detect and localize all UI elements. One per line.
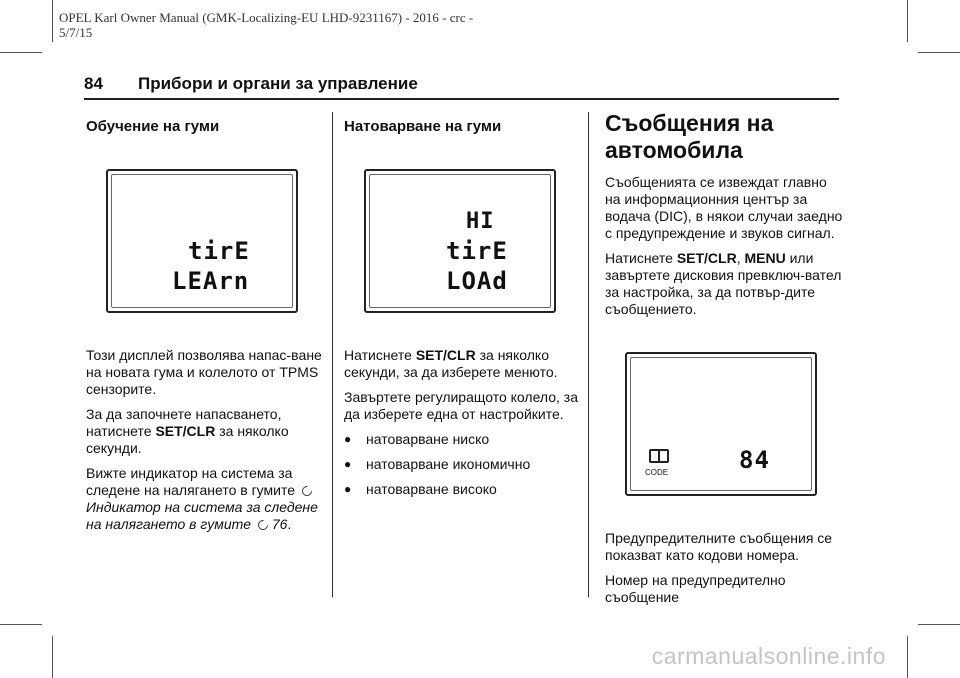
bullet-glyph: ● — [344, 482, 352, 496]
code-value: 84 — [739, 446, 770, 474]
crop-mark — [907, 0, 908, 42]
document-meta — [59, 10, 473, 40]
lcd-display-tire-load — [364, 169, 556, 313]
column-divider — [332, 112, 333, 597]
button-name: SET/CLR — [155, 423, 216, 439]
paragraph: Този дисплей позволява напас-вaне на новата гума и колелото от TPMS сензорите. — [86, 347, 322, 397]
lcd-text-line2: LOAd — [446, 267, 508, 295]
page-number: 84 — [84, 74, 103, 93]
crop-mark — [918, 52, 960, 53]
list-item: ● натоварване ниско — [344, 431, 490, 447]
button-name: MENU — [744, 250, 786, 266]
paragraph: Вижте индикатор на система за следене на налягането в гумите Индикатор на система за следене на налягането в гумите 76. — [86, 465, 318, 532]
lcd-text-line1: tirE — [446, 237, 508, 265]
crop-mark — [52, 0, 53, 42]
page-title: Прибори и органи за управление — [138, 74, 418, 93]
lcd-display-code — [625, 352, 817, 496]
list-item: ● натоварване високо — [344, 481, 497, 497]
page-reference-icon — [300, 484, 314, 498]
bullet-glyph: ● — [344, 432, 352, 446]
lcd-display-tire-learn — [106, 169, 298, 313]
crop-mark — [0, 624, 42, 625]
paragraph: Съобщенията се извеждат главно на информационния център за водача (DIC), в някои случаи заедно с предупреждение и звуков сигнал. — [605, 174, 843, 241]
crop-mark — [918, 624, 960, 625]
document-meta-line2: 5/7/15 — [59, 25, 93, 40]
paragraph: Предупредителните съобщения се показват като кодови номера. — [605, 530, 833, 563]
lcd-text-line0: HI — [466, 209, 495, 234]
lcd-text-line1: tirE — [188, 237, 250, 265]
column-divider — [588, 112, 589, 597]
button-name: SET/CLR — [415, 347, 476, 363]
code-label: CODE — [645, 468, 669, 477]
crop-mark — [52, 636, 53, 678]
page-reference-icon — [256, 518, 270, 532]
cross-reference-link[interactable]: Индикатор на система за следене на налягането в гумите — [86, 499, 318, 532]
paragraph: Завъртете регулиращото колело, за да изберете една от настройките. — [344, 389, 579, 422]
column-tire-learn — [86, 118, 322, 541]
page-header — [84, 72, 839, 100]
section-heading-tire-learn: Обучение на гуми — [86, 118, 220, 135]
section-heading-vehicle-messages: Съобщения на автомобила — [605, 110, 774, 163]
crop-mark — [907, 636, 908, 678]
paragraph: Номер на предупредително съобщение — [605, 572, 786, 605]
section-heading-tire-load: Натоварване на гуми — [344, 118, 502, 135]
manual-book-icon — [649, 449, 669, 463]
paragraph: За да започнете напасването, натиснете SET/CLR за няколко секунди. — [86, 406, 289, 456]
column-vehicle-messages — [605, 110, 845, 614]
cross-reference-page[interactable]: 76 — [271, 516, 288, 532]
watermark: carmanualsonline.info — [651, 643, 886, 669]
paragraph: Натиснете SET/CLR за няколко секунди, за да изберете менюто. — [344, 347, 558, 380]
bullet-glyph: ● — [344, 457, 352, 471]
lcd-text-line2: LEArn — [172, 267, 250, 295]
button-name: SET/CLR — [676, 250, 737, 266]
document-meta-line1: OPEL Karl Owner Manual (GMK-Localizing-EU LHD-9231167) - 2016 - crc - — [59, 10, 474, 25]
list-item: ● натоварване икономично — [344, 456, 531, 472]
crop-mark — [0, 52, 42, 53]
column-tire-load — [344, 118, 580, 506]
paragraph: Натиснете SET/CLR, MENU или завъртете дисковия превключ-вател за настройка, за да потвър-дите съобщението. — [605, 250, 842, 317]
